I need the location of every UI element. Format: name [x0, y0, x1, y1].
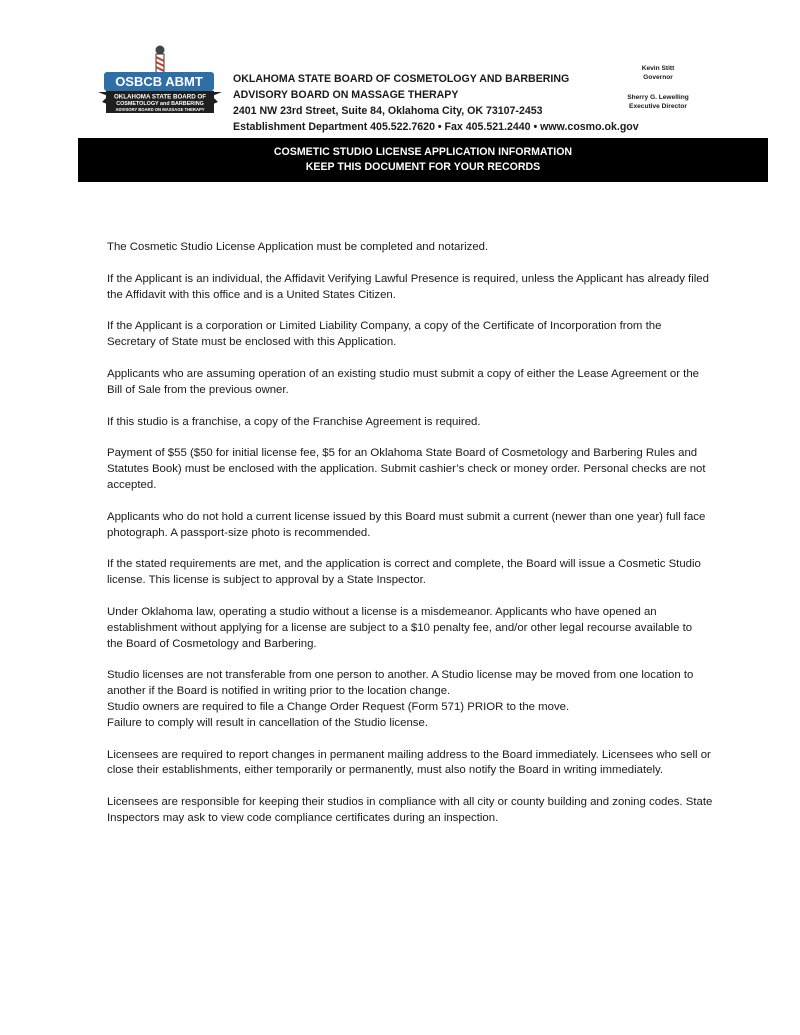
paragraph-line: Licensees are required to report changes in permanent mailing address to the Board immediately. Licensees who sell or: [107, 748, 711, 761]
governor-title: Governor: [643, 74, 673, 81]
paragraph-line: establishment without applying for a license are subject to a $10 penalty fee, and/or other legal recourse available to: [107, 621, 693, 634]
logo-ribbon-line-3: ADVISORY BOARD ON MASSAGE THERAPY: [115, 107, 205, 112]
director-name: Sherry G. Lewelling: [627, 94, 689, 101]
paragraph: [107, 367, 755, 399]
pole-cap-icon: [156, 46, 165, 55]
officials-block: [598, 64, 718, 111]
paragraph-line: the Board of Cosmetology and Barbering.: [107, 637, 317, 650]
paragraph-line: If the Applicant is an individual, the Affidavit Verifying Lawful Presence is required, unless the Applicant has already filed: [107, 272, 709, 285]
paragraph-line: Licensees are responsible for keeping their studios in compliance with all city or county building and zoning codes. State: [107, 796, 713, 809]
paragraph: [107, 415, 755, 431]
paragraph-line: Studio licenses are not transferable from one person to another. A Studio license may be moved from one location to: [107, 669, 694, 682]
paragraph: [107, 668, 755, 731]
paragraph-line: The Cosmetic Studio License Application must be completed and notarized.: [107, 241, 489, 253]
org-contact: Establishment Department 405.522.7620 • Fax 405.521.2440 • www.cosmo.ok.gov: [233, 121, 639, 133]
paragraph: [107, 605, 755, 652]
org-name: OKLAHOMA STATE BOARD OF COSMETOLOGY AND BARBERING: [233, 73, 570, 85]
paragraph-line: photograph. A passport-size photo is recommended.: [107, 526, 371, 539]
paragraph-line: Applicants who do not hold a current license issued by this Board must submit a current (newer than one year) full face: [107, 510, 706, 523]
paragraph-line: license. This license is subject to approval by a State Inspector.: [107, 574, 426, 587]
governor-name: Kevin Stitt: [641, 65, 675, 72]
banner-subtitle: KEEP THIS DOCUMENT FOR YOUR RECORDS: [305, 161, 541, 173]
paragraph: [107, 319, 755, 351]
paragraph-line: Studio owners are required to file a Change Order Request (Form 571) PRIOR to the move.: [107, 700, 570, 713]
board-logo: [98, 44, 222, 120]
paragraph-line: Under Oklahoma law, operating a studio without a license is a misdemeanor. Applicants who have opened an: [107, 605, 657, 618]
banner-title: COSMETIC STUDIO LICENSE APPLICATION INFORMATION: [273, 146, 573, 158]
logo-ribbon-line-2: COSMETOLOGY and BARBERING: [116, 101, 204, 107]
paragraph-line: If the stated requirements are met, and the application is correct and complete, the Board will issue a Cosmetic Studio: [107, 558, 701, 571]
paragraph-line: If the Applicant is a corporation or Limited Liability Company, a copy of the Certificate of Incorporation from the: [107, 320, 662, 333]
paragraph: [107, 240, 755, 256]
paragraph: [107, 446, 755, 493]
title-banner: [78, 138, 768, 182]
document-body: [107, 240, 755, 843]
paragraph-line: accepted.: [107, 478, 157, 491]
paragraph: [107, 748, 755, 780]
org-advisory-board: ADVISORY BOARD ON MASSAGE THERAPY: [233, 89, 459, 101]
barber-pole-logo-icon: [98, 44, 222, 120]
paragraph-line: the Affidavit with this office and is a United States Citizen.: [107, 288, 396, 301]
paragraph-line: another if the Board is notified in writing prior to the location change.: [107, 685, 451, 698]
paragraph-line: close their establishments, either temporarily or permanently, must also notify the Board in writing immediately.: [107, 764, 664, 777]
org-address: 2401 NW 23rd Street, Suite 84, Oklahoma City, OK 73107-2453: [233, 105, 543, 117]
logo-ribbon-line-1: OKLAHOMA STATE BOARD OF: [113, 93, 207, 101]
paragraph: [107, 510, 755, 542]
organization-header: [233, 71, 639, 135]
director-title: Executive Director: [629, 103, 687, 110]
paragraph-line: If this studio is a franchise, a copy of the Franchise Agreement is required.: [107, 415, 481, 428]
paragraph-line: Payment of $55 ($50 for initial license fee, $5 for an Oklahoma State Board of Cosmetology and Barbering Rules and: [107, 447, 698, 460]
paragraph-line: Secretary of State must be enclosed with this Application.: [107, 336, 397, 349]
paragraph: [107, 557, 755, 589]
paragraph-line: Failure to comply will result in cancellation of the Studio license.: [107, 716, 428, 729]
paragraph-line: Statutes Book) must be enclosed with the application. Submit cashier’s check or money order. Personal checks are not: [107, 463, 706, 476]
paragraph: [107, 795, 755, 827]
logo-title-text: OSBCB ABMT: [115, 74, 203, 89]
paragraph-line: Inspectors may ask to view code compliance certificates during an inspection.: [107, 811, 499, 824]
paragraph: [107, 272, 755, 304]
paragraph-line: Applicants who are assuming operation of an existing studio must submit a copy of either the Lease Agreement or the: [107, 367, 700, 380]
paragraph-line: Bill of Sale from the previous owner.: [107, 383, 289, 396]
